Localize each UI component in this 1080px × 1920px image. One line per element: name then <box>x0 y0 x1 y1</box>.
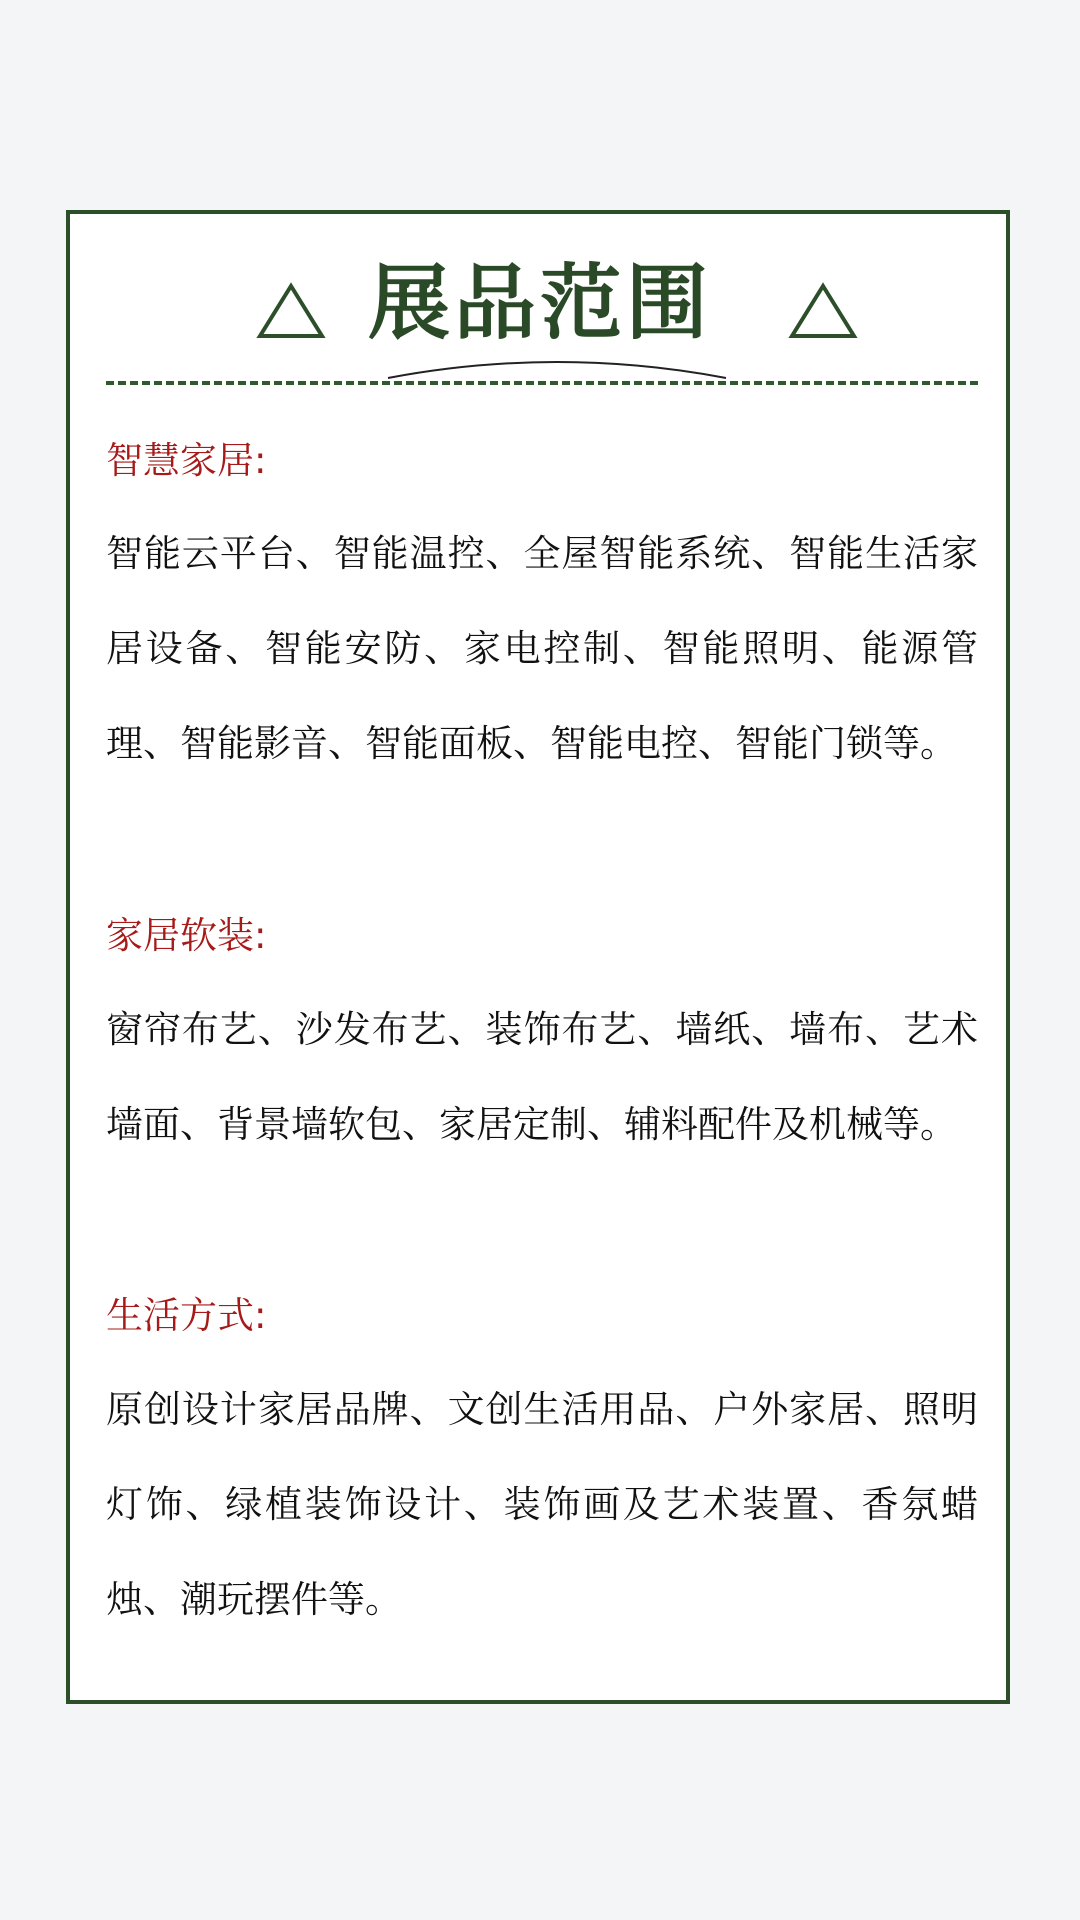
exhibit-card <box>66 210 1010 1704</box>
triangle-left-icon <box>256 282 326 340</box>
section-title-lifestyle: 生活方式: <box>106 1294 267 1337</box>
section-body-soft-furnishing: 窗帘布艺、沙发布艺、装饰布艺、墙纸、墙布、艺术墙面、背景墙软包、家居定制、辅料配件及机械等。 <box>106 1008 978 1146</box>
triangle-right-icon <box>788 282 858 340</box>
section-title-soft-furnishing: 家居软装: <box>106 914 267 957</box>
title-underline-arc <box>386 354 728 380</box>
title-row <box>70 254 1006 354</box>
section-body-smart-home: 智能云平台、智能温控、全屋智能系统、智能生活家居设备、智能安防、家电控制、智能照明、能源管理、智能影音、智能面板、智能电控、智能门锁等。 <box>106 532 978 765</box>
dashed-divider <box>106 381 978 385</box>
section-body-lifestyle: 原创设计家居品牌、文创生活用品、户外家居、照明灯饰、绿植装饰设计、装饰画及艺术装置、香氛蜡烛、潮玩摆件等。 <box>106 1388 978 1621</box>
page-title: 展品范围 <box>367 256 712 351</box>
section-title-smart-home: 智慧家居: <box>106 439 267 482</box>
